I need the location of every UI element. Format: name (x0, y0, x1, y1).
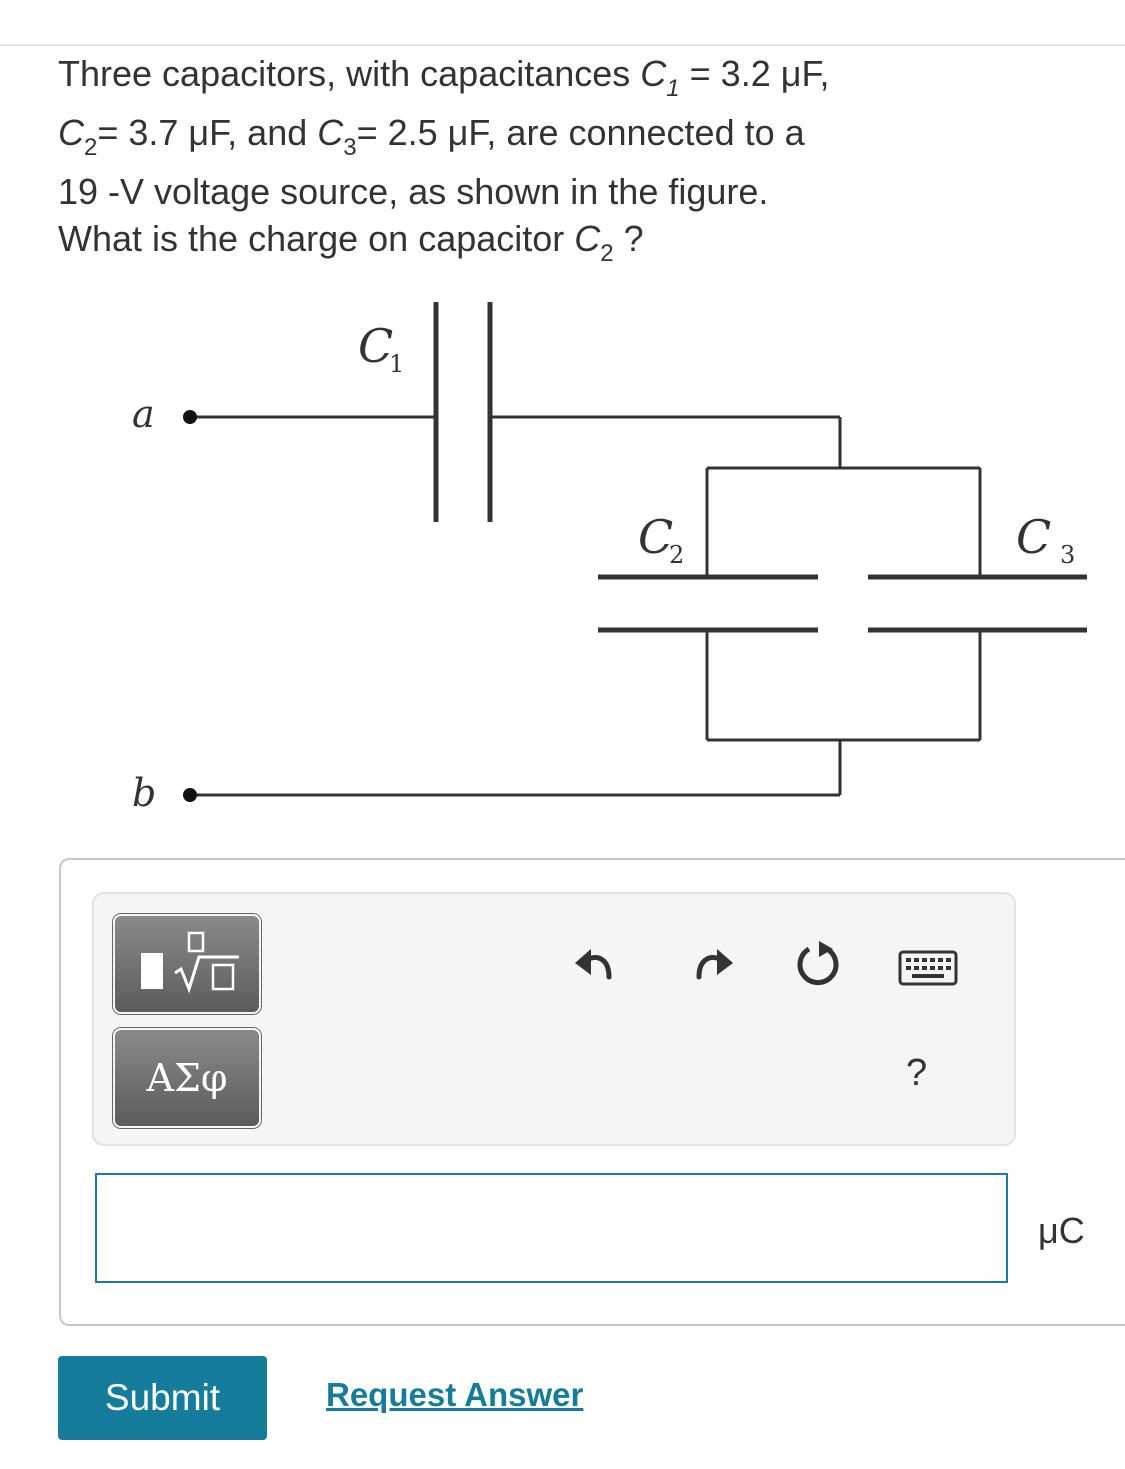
answer-input[interactable] (95, 1173, 1008, 1283)
circuit-diagram (0, 300, 1125, 820)
request-answer-link[interactable]: Request Answer (326, 1376, 584, 1413)
capacitor-c3-plates (868, 577, 1087, 630)
reset-icon (791, 937, 845, 991)
keyboard-button[interactable] (898, 938, 958, 998)
question-text (58, 44, 1098, 268)
c3-label: C (1016, 510, 1052, 564)
terminal-b-dot (183, 788, 197, 802)
redo-button[interactable] (682, 934, 742, 994)
help-button[interactable]: ? (906, 1052, 928, 1094)
c2-label: C (638, 510, 674, 564)
terminal-a-dot (183, 410, 197, 424)
c1-subscript: 1 (389, 350, 405, 378)
reset-button[interactable] (788, 934, 848, 994)
c3-subscript: 3 (1060, 541, 1076, 569)
undo-arrow-icon (571, 939, 621, 989)
terminal-b-label: b (132, 771, 157, 815)
question-line-2: $C_2= 3.7$ μF, and $C_3= 2.5$ μF, are connected to a (58, 112, 805, 161)
fraction-sqrt-templates-icon (127, 929, 247, 999)
c1-label: C (358, 319, 394, 373)
question-line-4: What is the charge on capacitor $C_2$ ? (58, 218, 644, 267)
submit-button[interactable]: Submit (58, 1356, 267, 1440)
c2-subscript: 2 (669, 541, 685, 569)
question-line-3: 19 -V voltage source, as shown in the figure. (58, 171, 769, 212)
templates-button[interactable] (113, 914, 261, 1014)
terminal-a-label: a (132, 392, 155, 436)
unit-label: μC (1038, 1210, 1085, 1251)
keyboard-icon (898, 948, 958, 988)
circuit-wires (193, 417, 980, 795)
greek-symbols-label: ΑΣφ (146, 1056, 228, 1100)
greek-symbols-button[interactable] (113, 1028, 261, 1128)
question-line-1: Three capacitors, with capacitances $C_1 = 3.2$ μF, (58, 53, 830, 102)
capacitor-c1-plates (436, 302, 490, 522)
redo-arrow-icon (687, 939, 737, 989)
undo-button[interactable] (566, 934, 626, 994)
capacitor-c2-plates (598, 577, 818, 630)
